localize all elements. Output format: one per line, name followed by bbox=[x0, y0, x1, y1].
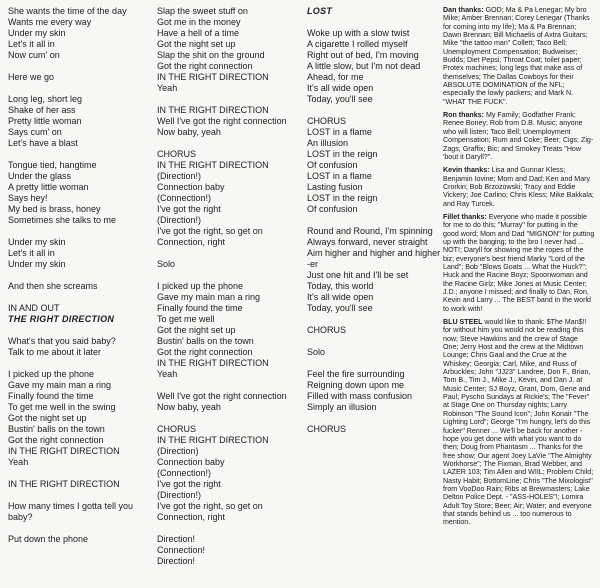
blu-steel-thanks-name: BLU STEEL bbox=[443, 318, 483, 327]
lyric-line bbox=[8, 270, 143, 281]
lyric-line: IN THE RIGHT DIRECTION bbox=[157, 435, 269, 445]
lyric-line bbox=[307, 413, 437, 424]
lyric-line: Round and Round, I'm spinning bbox=[307, 226, 433, 236]
lyric-line: IN THE RIGHT DIRECTION bbox=[157, 358, 269, 368]
lyric-line: Woke up with a slow twist bbox=[307, 28, 410, 38]
lyric-line: Direction! bbox=[157, 556, 196, 566]
lyric-line: And then she screams bbox=[8, 281, 98, 291]
dan-thanks-text: GOD; Ma & Pa Lenegar; My bro Mike; Amber Brennan; Corey Lenegar (Thanks for coming into my life); Ma & Pa Brennan; Dawn Brennan; Bill Michaelis of Axtra Guitars; Mike "the tattoo man" Collett; Taco Bell; Unemployment Compensation; Budweiser; Budds; Diet Pepsi; Throat Coat; toilet paper; Protex machines; long legs that make ass of themselves; The Dallas Cowboys for their ABSOLUTE DOMINATION of the NFL; especially the lowly packers; and Mark N. "WHAT THE FUCK". bbox=[443, 6, 590, 106]
lyric-line: Says cum' on bbox=[8, 127, 62, 137]
lyric-line: Bustin' balls on the town bbox=[157, 336, 254, 346]
kevin-thanks-name: Kevin thanks: bbox=[443, 166, 490, 175]
lyric-line bbox=[8, 468, 143, 479]
dan-thanks-name: Dan thanks: bbox=[443, 6, 484, 14]
lyric-line: Talk to me about it later bbox=[8, 347, 102, 357]
song-title-the-right-direction: THE RIGHT DIRECTION bbox=[8, 314, 115, 324]
lyric-line bbox=[8, 523, 143, 534]
dan-thanks bbox=[443, 6, 595, 106]
lyric-line: My bed is brass, honey bbox=[8, 204, 101, 214]
in-and-out-lyrics bbox=[8, 6, 143, 314]
lyric-line: Yeah bbox=[8, 457, 29, 467]
lyric-line: Right out of bed, I'm moving bbox=[307, 50, 419, 60]
lyric-line: Filled with mass confusion bbox=[307, 391, 413, 401]
lyric-line: Sometimes she talks to me bbox=[8, 215, 117, 225]
thanks-column bbox=[443, 6, 595, 532]
lyric-line: baby? bbox=[8, 512, 33, 522]
lyric-line: To get me well bbox=[157, 314, 215, 324]
lyric-line: Connection! bbox=[157, 545, 206, 555]
lyric-line: Yeah bbox=[157, 83, 178, 93]
lyric-line: Under the glass bbox=[8, 171, 72, 181]
lyric-line: IN THE RIGHT DIRECTION bbox=[8, 446, 120, 456]
fillet-thanks-name: Fillet thanks: bbox=[443, 212, 487, 221]
lyric-line: Lasting fusion bbox=[307, 182, 363, 192]
lyric-line bbox=[157, 94, 297, 105]
lyric-line: Solo bbox=[307, 347, 326, 357]
lyric-line: Bustin' balls on the town bbox=[8, 424, 105, 434]
lyric-line: I picked up the phone bbox=[157, 281, 244, 291]
lyric-line bbox=[307, 215, 437, 226]
lyric-line: It's all wide open bbox=[307, 292, 374, 302]
fillet-thanks-text: Everyone who made it possible for me to do this; "Murray" for putting in the good word; Mom and Dad "MIGNON" for putting up with the banging; to the bro I never had ... NOT!; Daryll for showing me the ropes of the biz; everyone's best friend Marky "Lord of the Land"; Bob "Blows Goats ... What the Huck?"; Huck and the Racine Boyz; Spoonwoman and the Racine Girlz; Mike Jones at Music Center; J.D.; anyone I missed; and finally to Dan, Ron, Kevin and Larry ... The BEST band in the world to work with! bbox=[443, 212, 595, 313]
lyric-line: CHORUS bbox=[157, 424, 197, 434]
lyric-line: Today, you'll see bbox=[307, 303, 373, 313]
lyric-line: A pretty little woman bbox=[8, 182, 89, 192]
lyric-line: Just one hit and I'll be set bbox=[307, 270, 409, 280]
lyric-line: Of confusion bbox=[307, 160, 358, 170]
ron-thanks-name: Ron thanks: bbox=[443, 111, 484, 120]
lyric-line: Today, you'll see bbox=[307, 94, 373, 104]
blu-steel-thanks bbox=[443, 318, 595, 527]
lyric-line bbox=[307, 314, 437, 325]
lyrics-column-3 bbox=[307, 6, 441, 435]
lyric-line: Got the night set up bbox=[8, 413, 87, 423]
lyric-line: Today, this world bbox=[307, 281, 374, 291]
lyric-line: CHORUS bbox=[307, 325, 347, 335]
lyric-line: LOST in the reign bbox=[307, 149, 378, 159]
blu-steel-thanks-text: would like to thank: $The Man$!! for without him you would not be reading this now; Steve Hawkins and the crew of Stage One; Jerry Host and the crew at the Midtown Lounge; Chris Gaal and the Crue at the Whiskey; Georgia; Carl, Mike, and Russ of Arbuckles; John "JJ23" Landree, Don F., Brian, Tom B., Tim J., Mike J., Kevin, and Dan J. at Music Center; SJ Boyz, Grant, Dom, Gene and Paul; Pyscho Sundays at Rickie's; The "Fever" at Stage One on Thursday nights; Larry Robinson "The Sound Icon"; John Konair "The Lighting Lord"; George "I'm hungry, let's do this fucker" Renner ... We'll be back for another - hope you get done with what you want to do then; Doug from Phantasm ... Thanks for the free show; Our agent Joey LaVie "The Almighty Workhorse"; The Fixman, Brad Webber, and LAZER 103; Tim Allen and WIIL; Problem Child; Nasty Habit; BottomLine; Chris "The Mixologist" from VooDoo Rain; Ribs at Brewmasters; Lake Delton Police Dept. - "ASS-HOLES"!; Lomira Adult Toy Store; Beer; Air; Water; and everyone that stands behind us ... too numerous to mention. bbox=[443, 318, 594, 527]
lyric-line: Here we go bbox=[8, 72, 55, 82]
lyric-line: Got the right connection bbox=[157, 347, 253, 357]
lyric-line bbox=[8, 358, 143, 369]
lyric-line bbox=[157, 138, 297, 149]
lyric-line: Feel the fire surrounding bbox=[307, 369, 405, 379]
lyric-line bbox=[8, 83, 143, 94]
lyric-line: (Direction!) bbox=[157, 171, 202, 181]
lyric-line bbox=[8, 226, 143, 237]
lost-lyrics bbox=[307, 28, 441, 435]
lyric-line: Well I've got the right connection bbox=[157, 116, 287, 126]
ron-thanks-text: My Family; Godfather Frank; Renee Boney; Rob from D.B. Music; anyone who will listen; Taco Bell; Unemployment Compensation; Rum and Coke; Beer; Cigs; Zig-Zags; Graffix; Bic; and Smokey Treats "How 'bout it Daryll?". bbox=[443, 111, 594, 161]
lyric-line: She wants the time of the day bbox=[8, 6, 127, 16]
song-title-lost: LOST bbox=[307, 6, 333, 16]
lyric-line: Tongue tied, hangtime bbox=[8, 160, 97, 170]
lyric-line: IN THE RIGHT DIRECTION bbox=[157, 160, 269, 170]
lyric-line bbox=[8, 490, 143, 501]
lyrics-column-1 bbox=[8, 6, 143, 545]
kevin-thanks-text: Lisa and Gunnar Kless; Benjamin Iovine; Mom and Dad; Ken and Mary Crorkin; Bob Brzozowski; Tracy and Eddie Vickery; Joe Carlino; Chris Kless; Mike Bakkala; and Ray Turcek. bbox=[443, 166, 594, 208]
lyric-line: Reigning down upon me bbox=[307, 380, 405, 390]
lyric-line: To get me well in the swing bbox=[8, 402, 116, 412]
lyric-line: I picked up the phone bbox=[8, 369, 95, 379]
lyric-line: Shake of her ass bbox=[8, 105, 76, 115]
lyric-line: Got the night set up bbox=[157, 39, 236, 49]
lyric-line bbox=[157, 380, 297, 391]
lyric-line: IN AND OUT bbox=[8, 303, 60, 313]
lyric-line: (Direction!) bbox=[157, 215, 202, 225]
lyric-line: Got me in the money bbox=[157, 17, 241, 27]
lyric-line: How many times I gotta tell you bbox=[8, 501, 134, 511]
lyric-line: CHORUS bbox=[307, 116, 347, 126]
lyric-line: What's that you said baby? bbox=[8, 336, 116, 346]
lyric-line: I've got the right, so get on bbox=[157, 226, 263, 236]
lyric-line bbox=[157, 523, 297, 534]
lyric-line: LOST in the reign bbox=[307, 193, 378, 203]
lyric-line: (Connection!) bbox=[157, 193, 212, 203]
lyric-line: Slap the shit on the ground bbox=[157, 50, 265, 60]
fillet-thanks bbox=[443, 213, 595, 313]
lyric-line bbox=[8, 292, 143, 303]
lyric-line: Connection, right bbox=[157, 237, 226, 247]
lyric-line bbox=[157, 270, 297, 281]
lyric-line: LOST in a flame bbox=[307, 171, 372, 181]
lyric-line bbox=[307, 105, 437, 116]
lyric-line bbox=[8, 61, 143, 72]
lyric-line: Connection baby bbox=[157, 182, 225, 192]
lyric-line: Now baby, yeah bbox=[157, 402, 221, 412]
lyric-line: Have a hell of a time bbox=[157, 28, 240, 38]
lyric-line: Simply an illusion bbox=[307, 402, 377, 412]
lyric-line: Now baby, yeah bbox=[157, 127, 221, 137]
lyric-line bbox=[307, 336, 437, 347]
lyric-line: Put down the phone bbox=[8, 534, 89, 544]
lyric-line: Under my skin bbox=[8, 28, 66, 38]
lyric-line: Got the right connection bbox=[8, 435, 104, 445]
lyric-line: Wants me every way bbox=[8, 17, 92, 27]
lyric-line: Pretty little woman bbox=[8, 116, 82, 126]
lyric-line: A little slow, but I'm not dead bbox=[307, 61, 421, 71]
lyric-line: I've got the right bbox=[157, 204, 221, 214]
lyric-line: Of confusion bbox=[307, 204, 358, 214]
lyric-line: Finally found the time bbox=[157, 303, 243, 313]
lyric-line: Let's have a blast bbox=[8, 138, 78, 148]
lyric-line: (Direction) bbox=[157, 446, 199, 456]
lyric-line: Connection baby bbox=[157, 457, 225, 467]
lyric-line: Connection, right bbox=[157, 512, 226, 522]
lyric-line: An illusion bbox=[307, 138, 349, 148]
lyric-line: IN THE RIGHT DIRECTION bbox=[157, 72, 269, 82]
the-right-direction-lyrics bbox=[8, 336, 143, 545]
lyric-line: Long leg, short leg bbox=[8, 94, 83, 104]
lyrics-column-2 bbox=[157, 6, 297, 567]
lyric-line: I've got the right, so get on bbox=[157, 501, 263, 511]
lyric-line: (Connection!) bbox=[157, 468, 212, 478]
lyric-line: CHORUS bbox=[307, 424, 347, 434]
lyric-line: Let's it all in bbox=[8, 248, 55, 258]
lyric-line: Got the night set up bbox=[157, 325, 236, 335]
lyric-line: IN THE RIGHT DIRECTION bbox=[157, 105, 269, 115]
lyric-line: Says hey! bbox=[8, 193, 48, 203]
lyric-line: Aim higher and higher and higher bbox=[307, 248, 441, 258]
lyric-line bbox=[157, 248, 297, 259]
lyric-line: Ahead, for me bbox=[307, 72, 364, 82]
lyric-line bbox=[157, 413, 297, 424]
lyric-line: Always forward, never straight bbox=[307, 237, 428, 247]
lyric-line: -er bbox=[307, 259, 318, 269]
lyric-line: Under my skin bbox=[8, 259, 66, 269]
lyric-line: Yeah bbox=[157, 369, 178, 379]
lyric-line: CHORUS bbox=[157, 149, 197, 159]
lyric-line: Let's it all in bbox=[8, 39, 55, 49]
lyric-line: Slap the sweet stuff on bbox=[157, 6, 248, 16]
lyric-line: Gave my main man a ring bbox=[8, 380, 112, 390]
lyric-line: Gave my main man a ring bbox=[157, 292, 261, 302]
lyric-line: Under my skin bbox=[8, 237, 66, 247]
lyric-line: A cigarette I rolled myself bbox=[307, 39, 408, 49]
lyric-line: Solo bbox=[157, 259, 176, 269]
lyric-line: Finally found the time bbox=[8, 391, 94, 401]
lyric-line: I've got the right bbox=[157, 479, 221, 489]
lyric-line: LOST in a flame bbox=[307, 127, 372, 137]
lyric-line bbox=[8, 149, 143, 160]
lyric-line: Direction! bbox=[157, 534, 196, 544]
lyric-line: Now cum' on bbox=[8, 50, 60, 60]
lyric-line: Got the right connection bbox=[157, 61, 253, 71]
lyric-line: (Direction!) bbox=[157, 490, 202, 500]
lyric-line: IN THE RIGHT DIRECTION bbox=[8, 479, 120, 489]
lyric-line bbox=[307, 358, 437, 369]
the-right-direction-lyrics-cont bbox=[157, 6, 297, 567]
kevin-thanks bbox=[443, 166, 595, 208]
lyric-line: It's all wide open bbox=[307, 83, 374, 93]
ron-thanks bbox=[443, 111, 595, 161]
lyric-line: Well I've got the right connection bbox=[157, 391, 287, 401]
